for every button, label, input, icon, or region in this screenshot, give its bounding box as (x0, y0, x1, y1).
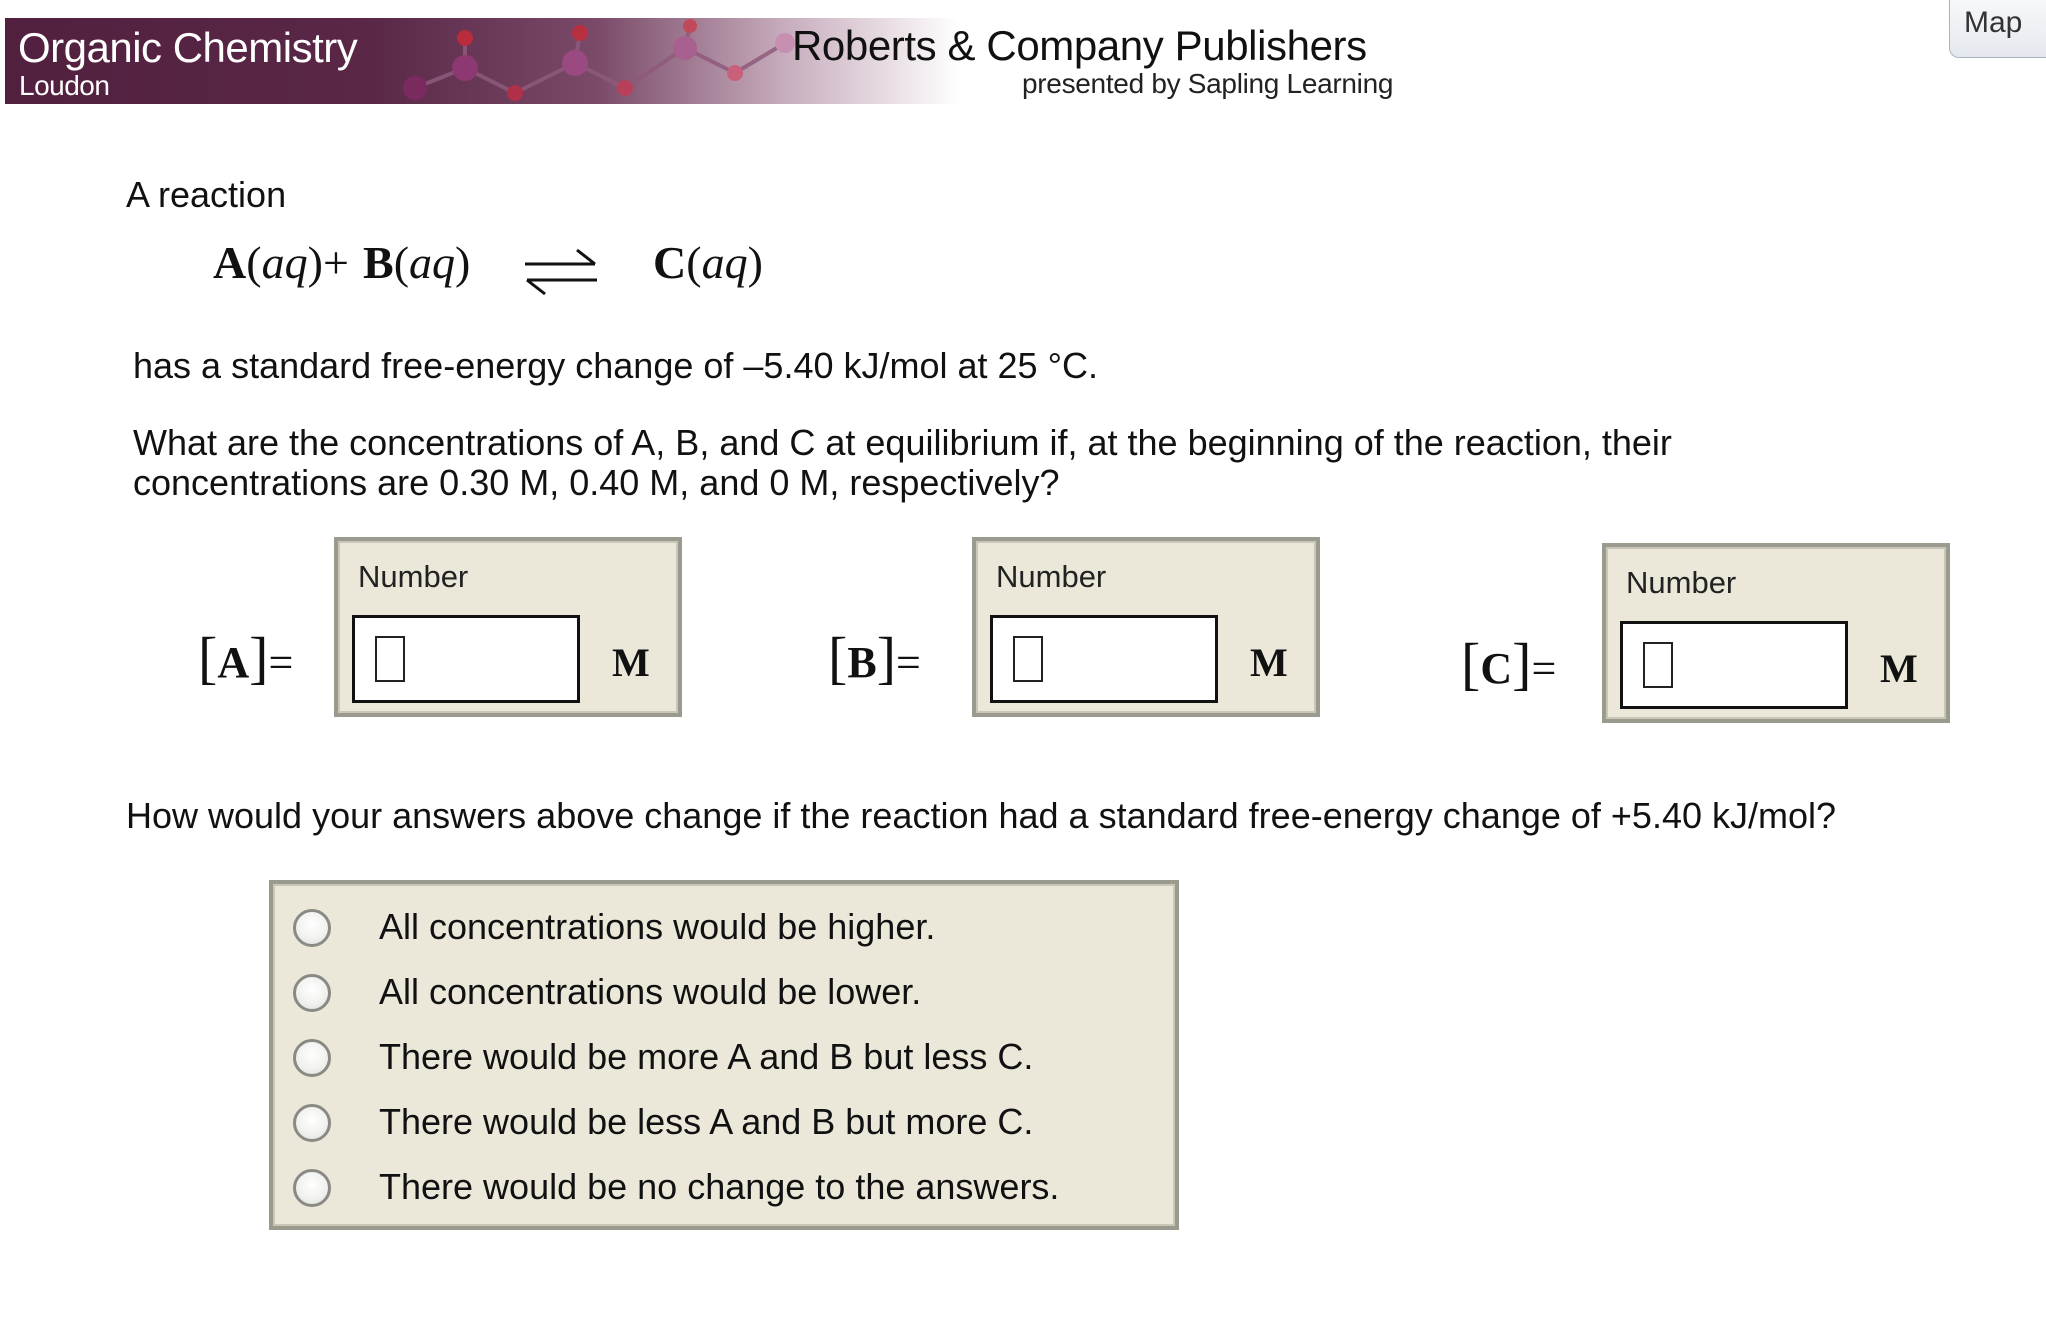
empty-field-glyph-icon (1643, 642, 1673, 688)
radio-button[interactable] (293, 909, 331, 947)
empty-field-glyph-icon (1013, 636, 1043, 682)
choice-option-5[interactable] (293, 1164, 1153, 1214)
choice-label: All concentrations would be lower. (379, 971, 922, 1012)
answer-box-a-unit: M (612, 640, 650, 685)
question-prompt-line-2: concentrations are 0.30 M, 0.40 M, and 0 M, respectively? (133, 462, 1060, 503)
concentration-b-label: [B]= (828, 625, 921, 690)
equilibrium-arrow-icon (521, 242, 601, 302)
plus-sign: + (323, 237, 349, 288)
concentration-c-label: [C]= (1461, 631, 1557, 696)
answer-box-c-unit: M (1880, 646, 1918, 691)
answer-box-b (972, 537, 1320, 717)
map-button[interactable]: Map (1949, 0, 2046, 58)
reactant-b: B(aq) (363, 237, 471, 288)
presented-by: presented by Sapling Learning (1022, 68, 1394, 99)
answer-box-b-title: Number (996, 559, 1107, 594)
answer-box-a (334, 537, 682, 717)
reactant-a: A(aq) (213, 237, 323, 288)
choice-label: All concentrations would be higher. (379, 906, 936, 947)
empty-field-glyph-icon (375, 636, 405, 682)
choice-label: There would be more A and B but less C. (379, 1036, 1034, 1077)
followup-question: How would your answers above change if the reaction had a standard free-energy change of +5.40 kJ/mol? (126, 795, 1837, 836)
book-title: Organic Chemistry (18, 24, 358, 71)
free-energy-statement: has a standard free-energy change of –5.40 kJ/mol at 25 °C. (133, 345, 1098, 386)
choice-label: There would be no change to the answers. (379, 1166, 1060, 1207)
question-prompt-line-1: What are the concentrations of A, B, and C at equilibrium if, at the beginning of the reaction, their (133, 422, 1672, 463)
concentration-c-input[interactable] (1620, 621, 1848, 709)
radio-button[interactable] (293, 1169, 331, 1207)
choice-option-1[interactable] (293, 904, 1153, 954)
choice-box (269, 880, 1179, 1230)
choice-option-2[interactable] (293, 969, 1153, 1019)
product-c: C(aq) (653, 237, 763, 288)
choice-option-4[interactable] (293, 1099, 1153, 1149)
concentration-b-input[interactable] (990, 615, 1218, 703)
answer-box-a-title: Number (358, 559, 469, 594)
publisher-name: Roberts & Company Publishers (792, 22, 1367, 69)
answer-box-b-unit: M (1250, 640, 1288, 685)
answer-box-c (1602, 543, 1950, 723)
radio-button[interactable] (293, 974, 331, 1012)
question-intro: A reaction (126, 174, 287, 215)
radio-button[interactable] (293, 1104, 331, 1142)
concentration-a-input[interactable] (352, 615, 580, 703)
choice-option-3[interactable] (293, 1034, 1153, 1084)
molecule-decoration-icon (385, 18, 805, 104)
book-author: Loudon (19, 70, 110, 101)
choice-label: There would be less A and B but more C. (379, 1101, 1034, 1142)
radio-button[interactable] (293, 1039, 331, 1077)
concentration-a-label: [A]= (198, 625, 294, 690)
answer-box-c-title: Number (1626, 565, 1737, 600)
